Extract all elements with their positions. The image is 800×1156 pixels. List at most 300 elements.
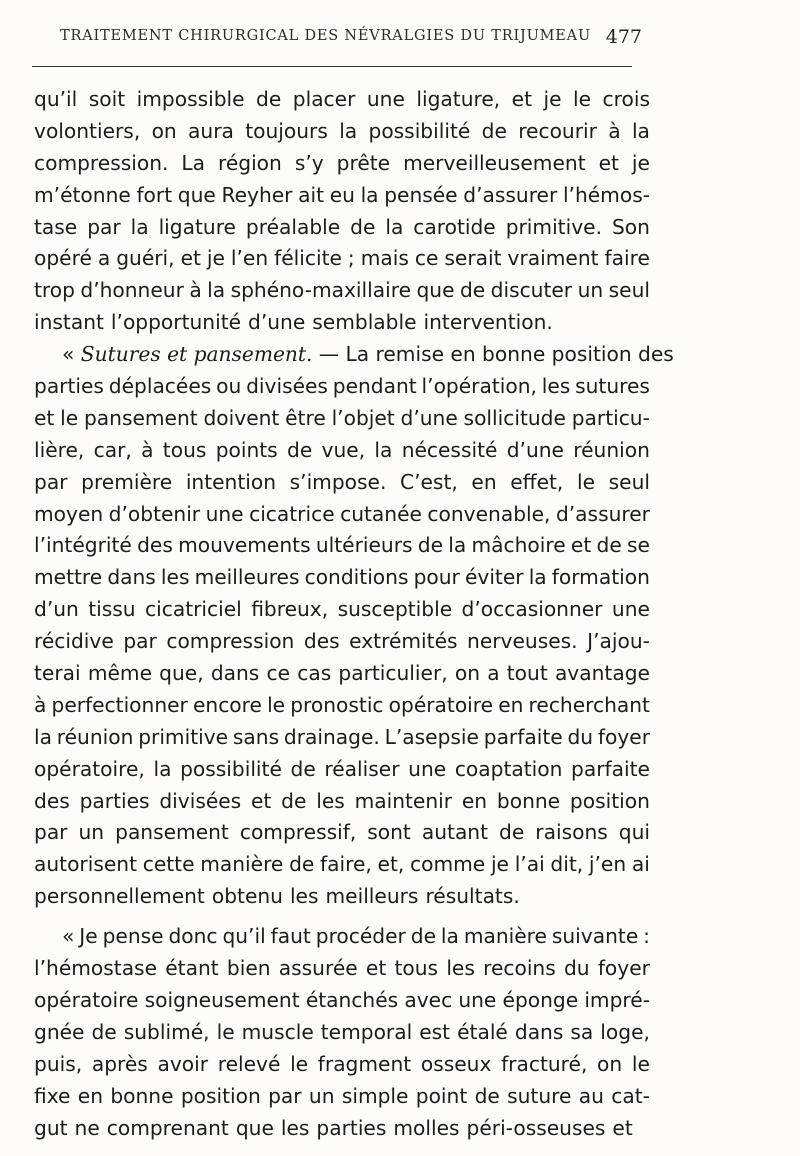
- word: qui: [618, 820, 650, 845]
- text-line: [34, 849, 650, 881]
- word: parties: [34, 374, 104, 399]
- word: recoins: [483, 956, 556, 981]
- word: toujours: [245, 118, 328, 143]
- word: raisons: [535, 820, 608, 845]
- word: à: [141, 437, 154, 462]
- word: s’y: [294, 150, 324, 175]
- word: la: [207, 278, 226, 303]
- word: parties: [316, 1115, 387, 1140]
- word: avec: [404, 987, 453, 1012]
- text-line: [34, 817, 650, 849]
- word: les: [289, 884, 319, 909]
- word: de: [417, 533, 444, 558]
- word: coaptation: [454, 756, 563, 781]
- word: par: [268, 1083, 302, 1108]
- word: être: [285, 405, 326, 430]
- text-line: [34, 371, 650, 403]
- word: ligature,: [416, 87, 501, 111]
- word: cette: [142, 852, 195, 877]
- word: la: [528, 565, 547, 590]
- word: fragment: [317, 1051, 412, 1076]
- word: un: [577, 278, 604, 303]
- word: la: [360, 182, 379, 207]
- word: nécessité: [401, 437, 498, 462]
- word: gut: [34, 1115, 68, 1140]
- word: points: [215, 437, 278, 462]
- word: soigneusement: [144, 987, 300, 1012]
- word: d’une: [400, 405, 458, 430]
- word: tout: [506, 661, 548, 686]
- word: volontiers,: [34, 118, 141, 143]
- text-line: [34, 243, 650, 275]
- word: procéder: [315, 924, 406, 949]
- word: de: [410, 924, 436, 949]
- word: placer: [292, 87, 356, 111]
- word: possibilité: [180, 756, 282, 781]
- word: de: [459, 278, 486, 303]
- word: à: [189, 278, 202, 303]
- word: d’honneur: [80, 278, 184, 303]
- word: manière: [463, 924, 547, 949]
- word: perfectionner: [51, 692, 188, 717]
- word: l’intégrité: [34, 533, 132, 558]
- word: tous: [394, 956, 439, 981]
- word: et: [251, 788, 272, 813]
- word: de: [287, 437, 313, 462]
- text-line: [34, 339, 674, 371]
- word: première: [81, 469, 173, 494]
- word: particu-: [571, 405, 650, 430]
- word: parfaite: [483, 724, 563, 749]
- word: tous: [162, 437, 207, 462]
- word: soit: [88, 87, 126, 111]
- word: de: [91, 1019, 117, 1044]
- text-line: [34, 116, 650, 148]
- word: opératoire,: [34, 756, 145, 781]
- word: du: [563, 956, 590, 981]
- word: de: [474, 1083, 500, 1108]
- word: en: [461, 788, 488, 813]
- word: tissu: [88, 597, 136, 622]
- word: le: [576, 469, 596, 494]
- word: l’opportunité: [110, 310, 242, 335]
- word: je: [543, 87, 562, 111]
- word: moyen: [34, 501, 104, 526]
- word: j’en: [588, 852, 627, 877]
- text-line: [34, 594, 650, 626]
- word: la: [440, 924, 459, 949]
- word: d’une: [506, 437, 564, 462]
- word: des: [137, 533, 173, 558]
- word: des: [303, 629, 340, 654]
- word: même: [87, 661, 152, 686]
- word: félicite: [274, 246, 342, 271]
- word: discuter: [490, 278, 573, 303]
- word: opératoire: [34, 987, 139, 1012]
- word: péri-osseuses: [466, 1115, 606, 1140]
- word: pensée: [384, 182, 458, 207]
- word: avoir: [157, 1051, 209, 1076]
- word: foyer: [597, 724, 650, 749]
- word: ultérieurs: [315, 533, 413, 558]
- word: Son: [611, 214, 650, 239]
- word: susceptible: [337, 597, 453, 622]
- paragraph-1: [34, 84, 650, 339]
- word: intention: [185, 469, 277, 494]
- word: un: [308, 1083, 335, 1108]
- text-line: [34, 1017, 650, 1049]
- word: un: [78, 820, 105, 845]
- word: pendant: [332, 374, 417, 399]
- word: et: [570, 533, 592, 558]
- word: «: [62, 924, 75, 949]
- word: fort: [136, 182, 173, 207]
- word: opératoire: [388, 692, 494, 717]
- word: cat-: [611, 1083, 650, 1108]
- text-line: [34, 307, 650, 339]
- word: J’ajou-: [587, 629, 650, 654]
- word: la: [374, 437, 393, 462]
- word: fracturé,: [501, 1051, 588, 1076]
- word: éponge: [502, 987, 579, 1012]
- word: sublimé,: [123, 1019, 210, 1044]
- word: mettre: [34, 565, 103, 590]
- word: l’objet: [331, 405, 395, 430]
- word: région: [217, 150, 282, 175]
- word: dans: [210, 661, 260, 686]
- word: est: [419, 1019, 451, 1044]
- word: sont: [367, 820, 411, 845]
- text-line: [34, 921, 650, 953]
- word: tase: [34, 214, 78, 239]
- word: parties: [79, 788, 150, 813]
- word: ou: [216, 374, 242, 399]
- word: personnellement: [34, 884, 205, 909]
- word: autorisent: [34, 852, 137, 877]
- word: on: [151, 118, 177, 143]
- word: des: [34, 788, 70, 813]
- word: mouvements: [178, 533, 311, 558]
- word: la: [385, 214, 404, 239]
- word: conditions: [304, 565, 409, 590]
- word: une: [205, 501, 244, 526]
- opening-guillemet: «: [62, 342, 81, 367]
- word: réaliser: [324, 756, 400, 781]
- word: comprenant: [106, 1115, 229, 1140]
- word: le: [290, 1051, 309, 1076]
- word: de: [290, 756, 316, 781]
- word: par: [87, 214, 121, 239]
- word: réunion: [56, 724, 134, 749]
- word: avantage: [554, 661, 650, 686]
- word: par: [123, 629, 157, 654]
- word: suivante: [551, 924, 639, 949]
- word: Reyher: [221, 182, 293, 207]
- word: compression.: [34, 150, 169, 175]
- word: particulier,: [338, 661, 448, 686]
- word: primitive.: [505, 214, 602, 239]
- word: extrémités: [349, 629, 458, 654]
- word: bien: [226, 956, 271, 981]
- word: sollicitude: [463, 405, 566, 430]
- text-line: [34, 499, 650, 531]
- word: une: [408, 756, 447, 781]
- word: et,: [377, 852, 405, 877]
- word: en: [498, 692, 524, 717]
- word: la: [631, 118, 650, 143]
- word: ce: [266, 661, 291, 686]
- word: gnée: [34, 1019, 85, 1044]
- word: en: [77, 1083, 103, 1108]
- word: récidive: [34, 629, 114, 654]
- word: carotide: [413, 214, 496, 239]
- word: opéré: [34, 246, 92, 271]
- word: les: [160, 565, 190, 590]
- word: impossible: [136, 87, 245, 111]
- word: que,: [159, 661, 204, 686]
- word: la: [448, 533, 467, 558]
- word: serait: [444, 246, 502, 271]
- word: d’une: [248, 310, 306, 335]
- word: guéri,: [116, 246, 175, 271]
- word: donc: [168, 924, 218, 949]
- word: crois: [602, 87, 650, 111]
- text-line: [34, 626, 650, 658]
- word: meilleures: [194, 565, 300, 590]
- word: manière: [200, 852, 284, 877]
- word: de: [350, 214, 376, 239]
- word: recherchant: [528, 692, 650, 717]
- section-heading: Sutures et pansement.: [80, 342, 313, 367]
- word: de: [481, 118, 507, 143]
- word: après: [91, 1051, 148, 1076]
- word: je: [631, 150, 650, 175]
- word: primitive: [138, 724, 229, 749]
- word: vraiment: [507, 246, 599, 271]
- paragraph-2: [34, 339, 674, 913]
- text-line: [34, 754, 650, 786]
- word: l’opération,: [421, 374, 537, 399]
- word: à: [34, 692, 47, 717]
- word: éviter: [464, 565, 524, 590]
- word: d’un: [34, 597, 79, 622]
- word: relevé: [217, 1051, 281, 1076]
- word: étanchés: [305, 987, 399, 1012]
- word: sans: [232, 724, 280, 749]
- word: de: [499, 820, 525, 845]
- body-text: [34, 84, 674, 1144]
- word: de: [289, 852, 315, 877]
- word: compression: [166, 629, 295, 654]
- word: l’en: [230, 246, 269, 271]
- word: par: [34, 820, 68, 845]
- word: étant: [165, 956, 219, 981]
- word: la: [130, 214, 149, 239]
- word: muscle: [241, 1019, 314, 1044]
- word: dans: [514, 1019, 564, 1044]
- word: on: [454, 661, 481, 686]
- word: l’ai: [514, 852, 545, 877]
- word: faire: [604, 246, 650, 271]
- page-number: 477: [605, 26, 642, 48]
- word: terai: [34, 661, 81, 686]
- text-line-rest: — La remise en bonne position des: [312, 342, 674, 367]
- word: les: [446, 956, 475, 981]
- word: le: [267, 692, 286, 717]
- word: formation: [551, 565, 650, 590]
- word: d’assurer: [463, 182, 558, 207]
- word: pense: [102, 924, 164, 949]
- text-line: [34, 212, 650, 244]
- text-line: [34, 786, 650, 818]
- word: et: [34, 405, 55, 430]
- text-line: [34, 1081, 650, 1113]
- word: je: [206, 246, 225, 271]
- word: car,: [93, 437, 132, 462]
- word: cicatrice: [249, 501, 335, 526]
- word: fixe: [34, 1083, 71, 1108]
- word: m’étonne: [34, 182, 131, 207]
- word: a: [97, 246, 111, 271]
- word: osseux: [420, 1051, 492, 1076]
- word: vue,: [321, 437, 366, 462]
- text-line: [34, 467, 650, 499]
- word: parfaite: [571, 756, 650, 781]
- text-line: [34, 953, 650, 985]
- word: sphéno-maxillaire: [230, 278, 412, 303]
- word: seul: [608, 278, 650, 303]
- word: que: [416, 278, 455, 303]
- word: le: [631, 1051, 650, 1076]
- word: effet,: [510, 469, 564, 494]
- word: ;: [347, 246, 355, 271]
- text-line: [34, 403, 650, 435]
- word: loge,: [600, 1019, 650, 1044]
- word: drainage.: [283, 724, 380, 749]
- word: assurée: [278, 956, 358, 981]
- word: lière,: [34, 437, 85, 462]
- word: l’hémostase: [34, 956, 157, 981]
- word: l’hémos-: [562, 182, 650, 207]
- word: pansement: [115, 820, 229, 845]
- word: la: [339, 118, 358, 143]
- word: intervention.: [423, 310, 553, 335]
- word: les: [280, 1115, 310, 1140]
- word: sa: [570, 1019, 594, 1044]
- word: qu’il: [222, 924, 266, 949]
- word: et: [511, 87, 533, 111]
- text-line: [34, 562, 650, 594]
- word: une: [458, 987, 497, 1012]
- text-line: [34, 275, 650, 307]
- word: la: [34, 724, 52, 749]
- text-line: [34, 180, 650, 212]
- word: d’assurer: [555, 501, 650, 526]
- paragraph-3: [34, 921, 650, 1144]
- word: préalable: [245, 214, 341, 239]
- word: de: [281, 788, 307, 813]
- word: d’occasionner: [461, 597, 603, 622]
- word: compressif,: [239, 820, 357, 845]
- text-line: [34, 658, 650, 690]
- word: de: [256, 87, 282, 111]
- word: doivent: [203, 405, 280, 430]
- word: que: [177, 182, 216, 207]
- text-line: [34, 84, 650, 116]
- word: maintenir: [354, 788, 453, 813]
- paragraph-gap: [34, 913, 650, 921]
- word: merveilleusement: [403, 150, 586, 175]
- word: faut: [270, 924, 311, 949]
- word: la: [153, 756, 172, 781]
- word: de: [596, 533, 622, 558]
- word: le: [216, 1019, 235, 1044]
- text-line: [34, 148, 650, 180]
- word: Je: [79, 924, 98, 949]
- word: ait: [298, 182, 325, 207]
- text-line: [34, 1049, 650, 1081]
- word: et: [180, 246, 201, 271]
- word: et: [612, 1115, 633, 1140]
- word: réunion: [573, 437, 650, 462]
- word: temporal: [320, 1019, 413, 1044]
- text-line: [34, 690, 650, 722]
- word: divisées: [159, 788, 242, 813]
- word: faire,: [320, 852, 372, 877]
- word: trop: [34, 278, 75, 303]
- text-line: [34, 530, 650, 562]
- text-line: [34, 722, 650, 754]
- word: une: [611, 597, 650, 622]
- word: s’impose.: [289, 469, 387, 494]
- word: position: [180, 1083, 261, 1108]
- word: le: [60, 405, 79, 430]
- word: :: [643, 924, 650, 949]
- word: molles: [393, 1115, 460, 1140]
- word: divisées: [246, 374, 328, 399]
- word: cas: [297, 661, 332, 686]
- word: bonne: [110, 1083, 174, 1108]
- word: et: [365, 956, 387, 981]
- word: sutures: [575, 374, 650, 399]
- word: mais: [360, 246, 409, 271]
- word: autant: [421, 820, 489, 845]
- word: en: [471, 469, 497, 494]
- word: simple: [341, 1083, 409, 1108]
- word: convenable,: [427, 501, 551, 526]
- word: les: [541, 374, 571, 399]
- word: au: [578, 1083, 604, 1108]
- word: dans: [107, 565, 156, 590]
- word: impré-: [584, 987, 650, 1012]
- word: aura: [188, 118, 234, 143]
- word: par: [34, 469, 68, 494]
- word: possibilité: [368, 118, 471, 143]
- word: et: [598, 150, 619, 175]
- word: pronostic: [290, 692, 384, 717]
- word: les: [316, 788, 345, 813]
- header-rule: [32, 66, 632, 67]
- word: cutanée: [340, 501, 422, 526]
- word: mâchoire: [471, 533, 566, 558]
- word: suture: [507, 1083, 572, 1108]
- word: point: [415, 1083, 468, 1108]
- word: résultats.: [425, 884, 520, 909]
- word: qu’il: [34, 87, 78, 111]
- word: seul: [608, 469, 650, 494]
- word: eu: [329, 182, 355, 207]
- text-line: [34, 985, 650, 1017]
